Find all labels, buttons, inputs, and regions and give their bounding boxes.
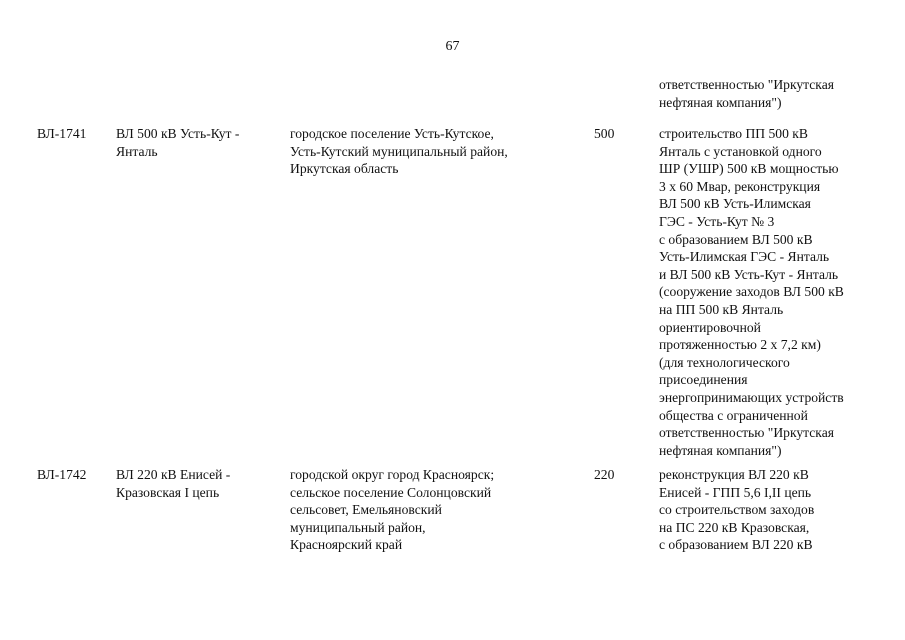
page-number: 67 (445, 39, 460, 54)
object-id: ВЛ-1741 (37, 126, 87, 141)
object-activity: строительство ПП 500 кВ Янталь с установкой одного ШР (УШР) 500 кВ мощностью 3 х 60 Мвар, реконструкция ВЛ 500 кВ Усть-Илимская ГЭС - Усть-Кут № 3 с образованием ВЛ 500 кВ Усть-Илимская ГЭС - Янталь и ВЛ 500 кВ Усть-Кут - Янталь (сооружение заходов ВЛ 500 кВ на ПП 500 кВ Янталь ориентировочной протяженностью 2 х 7,2 км) (для технологического присоединения энергопринимающих устройств общества с ограниченной ответственностью "Иркутская нефтяная компания") (659, 126, 844, 458)
object-voltage: 220 (594, 467, 615, 482)
object-name: ВЛ 500 кВ Усть-Кут - Янталь (116, 126, 240, 159)
continuation-text: ответственностью "Иркутская нефтяная компания") (659, 77, 834, 110)
object-id: ВЛ-1742 (37, 467, 87, 482)
object-location: городской округ город Красноярск; сельское поселение Солонцовский сельсовет, Емельяновский муниципальный район, Красноярский край (290, 467, 495, 553)
object-name: ВЛ 220 кВ Енисей - Кразовская I цепь (116, 467, 231, 500)
object-location: городское поселение Усть-Кутское, Усть-Кутский муниципальный район, Иркутская область (290, 126, 508, 177)
object-voltage: 500 (594, 126, 615, 141)
object-activity: реконструкция ВЛ 220 кВ Енисей - ГПП 5,6 I,II цепь со строительством заходов на ПС 220 кВ Кразовская, с образованием ВЛ 220 кВ (659, 467, 815, 553)
